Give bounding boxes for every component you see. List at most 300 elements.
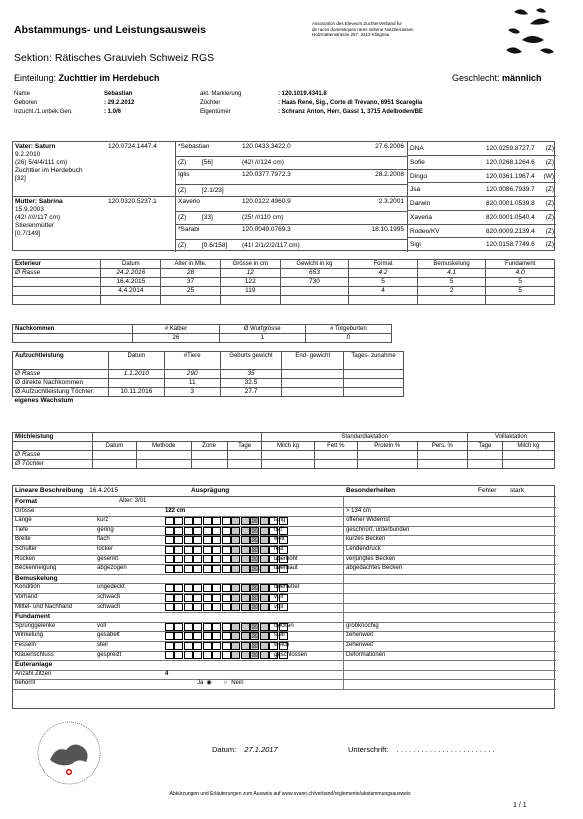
aufzucht-cell <box>282 388 344 397</box>
great-grandparent-code: (Z) <box>545 200 554 207</box>
milch-header: Methode <box>136 442 191 451</box>
inzucht-value: : 1.0/6 <box>104 109 122 115</box>
unterschrift-line: . . . . . . . . . . . . . . . . . . . . . . . . <box>396 745 495 754</box>
exterieur-cell: 28 <box>161 269 221 278</box>
scale-box <box>165 555 174 563</box>
scale-box: ☒ <box>251 623 258 631</box>
lineare-trait-label: Anzahl Zitzen <box>15 670 52 677</box>
milch-header: Datum <box>93 442 137 451</box>
scale-box: ☒ <box>251 633 258 641</box>
lineare-right-label: weich <box>274 642 290 648</box>
vater-status: Zuchttier im Herdebuch <box>15 167 83 174</box>
scale-box <box>260 584 269 592</box>
lineare-left-label: gering <box>97 526 114 533</box>
aufzucht-cell: Ø Rasse <box>13 370 109 379</box>
grandparent-code: (Z) <box>178 186 187 194</box>
scale-box <box>203 623 212 631</box>
grandparent-id: 120.0433.3422.0 <box>242 143 291 150</box>
lineare-right-label: voll <box>274 603 284 610</box>
lineare-scale <box>165 632 288 640</box>
grandparent-cell <box>176 225 408 253</box>
standard-label: Standardlaktation <box>262 433 468 442</box>
great-grandparent-name: Sigi <box>410 241 421 249</box>
scale-box <box>222 642 231 650</box>
scale-box: ☒ <box>251 652 258 660</box>
table-row <box>13 370 404 379</box>
table-row <box>13 460 555 469</box>
lineare-trait-label: Kondition <box>15 584 41 591</box>
lineare-besonderheit: offener Widerrist <box>346 517 390 524</box>
milch-header: Protein % <box>357 442 417 451</box>
scale-box <box>222 584 231 592</box>
scale-box <box>260 536 269 544</box>
lineare-left-label: schwach <box>97 603 121 610</box>
geboren-label: Geboren <box>14 100 38 106</box>
voll-label: Volllaktation <box>467 433 554 442</box>
scale-box <box>222 546 231 554</box>
lineare-right-label: voll <box>274 594 284 600</box>
scale-box <box>193 603 202 611</box>
lineare-trait-label: Fesseln <box>15 642 37 648</box>
table-row <box>13 278 555 287</box>
grandparent-id: 120.0122.4960.9 <box>242 198 291 205</box>
mutter-id: 120.0320.5237.1 <box>108 198 157 205</box>
eigentuemer-value: : Schranz Anton, Herr, Gassl 1, 3715 Adelboden/BE <box>278 109 423 115</box>
lineare-left-label: locker <box>97 546 114 552</box>
scale-box <box>184 536 193 544</box>
scale-box <box>165 642 174 650</box>
lineare-group-title: Format <box>15 498 38 505</box>
lineare-group-title: Bemuskelung <box>15 574 58 582</box>
behornt-choice <box>197 679 244 689</box>
pedigree <box>12 141 555 251</box>
grandparent-id: 120.0049.0769.3 <box>242 225 291 233</box>
scale-box <box>203 651 212 659</box>
exterieur-cell: 12 <box>220 269 280 278</box>
stark-label: stark <box>510 487 525 494</box>
scale-box <box>212 546 221 554</box>
exterieur-cell <box>280 287 349 296</box>
scale-box: ☒ <box>251 566 258 573</box>
scale-box <box>241 594 250 602</box>
nachkommen-cell: 0 <box>305 334 391 343</box>
grandparent-index: [0.6/158] <box>202 241 228 249</box>
nein-radio[interactable]: ○ <box>223 680 228 687</box>
grandparent-cell <box>176 197 408 225</box>
scale-box <box>193 555 202 563</box>
scale-box <box>193 632 202 640</box>
scale-box <box>184 517 193 525</box>
geschlecht-label: Geschlecht: <box>452 73 500 83</box>
lineare-value: 122 cm <box>165 507 186 514</box>
table-row <box>13 451 555 460</box>
scale-box <box>174 546 183 554</box>
exterieur-cell: 5 <box>486 278 555 287</box>
ja-radio[interactable]: ◉ <box>206 680 212 687</box>
scale-box <box>184 642 193 650</box>
grandparent-score: (25! ///110 cm) <box>242 214 284 221</box>
scale-box <box>222 527 231 535</box>
great-grandparent-cell <box>408 156 556 170</box>
lineare-besonderheit: Lendendruck <box>346 546 381 552</box>
milch-header: Tage <box>467 442 502 451</box>
exterieur-header: Format <box>349 260 418 269</box>
scale-box <box>165 594 174 602</box>
scale-box <box>165 584 174 592</box>
scale-box <box>174 623 183 631</box>
great-grandparent-cell <box>408 170 556 184</box>
scale-box <box>203 555 212 563</box>
nachkommen-header: Ø Wurfgrösse <box>219 325 305 334</box>
scale-box <box>165 623 174 631</box>
scale-box <box>241 565 250 573</box>
section-title: Sektion: Rätisches Grauvieh Schweiz RGS <box>14 52 215 64</box>
great-grandparent-code: (Z) <box>545 158 554 166</box>
lineare-right-label: steil <box>274 632 285 639</box>
mutter-date: 15.9.2003 <box>15 206 44 213</box>
aufzucht-cell: 11 <box>164 379 220 388</box>
scale-box <box>260 651 269 659</box>
aufzucht-cell <box>344 370 404 379</box>
exterieur-header: Fundament <box>486 260 555 269</box>
lineare-scale <box>165 603 288 611</box>
grandparent-name: Iglis <box>178 170 190 178</box>
scale-box <box>241 517 250 525</box>
lineare-besonderheit: zehenweit <box>346 642 374 648</box>
scale-box <box>203 632 212 640</box>
association-address <box>312 21 414 38</box>
lineare-scale <box>165 555 288 563</box>
grandparent-date: 28.2.2008 <box>375 170 404 178</box>
scale-box <box>260 517 269 525</box>
lineare-besonderheit: zehenweit <box>346 632 374 639</box>
scale-box <box>212 632 221 640</box>
grandparent-index: [56] <box>202 159 213 166</box>
markierung-label: akt. Markierung <box>200 91 242 97</box>
besonderheiten-label: Besonderheiten <box>346 487 396 494</box>
exterieur-cell: 4.0 <box>486 269 555 278</box>
scale-box <box>165 632 174 640</box>
lineare-besonderheit: kurzes Becken <box>346 536 386 543</box>
aufzucht-cell: Ø direkte Nachkommen <box>13 379 109 388</box>
great-grandparent-id: 120.0259.8727.7 <box>486 145 535 152</box>
exterieur-table <box>12 259 555 305</box>
scale-box <box>174 565 183 573</box>
aufzucht-cell: Ø Aufzuchtleistung Töchter <box>13 388 109 397</box>
exterieur-cell: 4.2 <box>349 269 418 278</box>
lineare-left-label: flach <box>97 536 110 543</box>
lineare-trait-label: Sprunggelenke <box>15 622 56 629</box>
lineare-besonderheit: verjüngtes Becken <box>346 555 396 562</box>
scale-box <box>184 555 193 563</box>
grandparent-code: (Z) <box>178 214 187 221</box>
scale-box <box>193 642 202 650</box>
great-grandparent-cell <box>408 238 556 252</box>
milch-header: Tage <box>227 442 262 451</box>
lineare-trait-label: Beckenneigung <box>15 565 57 572</box>
assoc-line-2: de races domestiques rares seltene Nutztierrassen <box>312 26 414 32</box>
lineare-right-label: geschlossen <box>274 651 308 658</box>
scale-box <box>260 527 269 535</box>
lineare-trait-label: behornt <box>15 680 36 687</box>
eigentuemer-label: Eigentümer <box>200 109 231 115</box>
lineare-scale <box>165 536 288 544</box>
vater-id: 120.0724.1447.4 <box>108 143 157 150</box>
datum-label: Datum: <box>212 745 237 754</box>
exterieur-cell: 4.1 <box>417 269 486 278</box>
grandparent-cell <box>176 170 408 198</box>
geschlecht-value: männlich <box>502 73 542 83</box>
scale-box <box>241 642 250 650</box>
scale-box <box>203 536 212 544</box>
scale-box: ☒ <box>251 604 258 612</box>
exterieur-cell: 119 <box>220 287 280 296</box>
grandparent-index: [33] <box>202 214 213 221</box>
great-grandparent-id: 120.0086.7939.7 <box>486 186 535 194</box>
scale-box <box>231 642 240 650</box>
exterieur-cell: Ø Rasse <box>13 269 101 278</box>
nachkommen-cell: 1 <box>219 334 305 343</box>
nachkommen-header: # Kälber <box>133 325 219 334</box>
scale-box <box>222 623 231 631</box>
info-block <box>14 90 554 126</box>
scale-box: ☒ <box>251 585 258 593</box>
aufzucht-cell: 27.7 <box>220 388 282 397</box>
lineare-left-label: kurz <box>97 517 109 524</box>
lineare-trait-label: Tiefe <box>15 526 29 533</box>
aufzucht-cell <box>344 379 404 388</box>
scale-box <box>231 603 240 611</box>
exterieur-header: Datum <box>101 260 161 269</box>
exterieur-header: Bemuskelung <box>417 260 486 269</box>
scale-box <box>212 594 221 602</box>
scale-box <box>184 603 193 611</box>
inzucht-label: Inzucht./1.unbek.Gen. <box>14 109 73 115</box>
scale-box: ☒ <box>251 556 258 564</box>
milch-header: Zone <box>191 442 227 451</box>
lineare-trait-label: Rücken <box>15 555 36 562</box>
aufzucht-header: Geburts gewicht <box>220 352 282 370</box>
scale-box <box>212 642 221 650</box>
exterieur-cell <box>13 278 101 287</box>
exterieur-cell: 5 <box>349 278 418 287</box>
lineare-scale <box>165 527 288 535</box>
lineare-trait-label: Winkelung <box>15 632 44 639</box>
scale-box: ☒ <box>251 537 258 545</box>
datum-value: 27.1.2017 <box>244 745 278 754</box>
great-grandparent-cell <box>408 197 556 211</box>
fehler-label: Fehler <box>478 487 497 494</box>
geboren-value: : 29.2.2012 <box>104 100 135 106</box>
scale-box: ☒ <box>251 594 258 602</box>
scale-box <box>184 651 193 659</box>
milch-row-label: Ø Töchter <box>13 460 93 469</box>
exterieur-header: Alter in Mte. <box>161 260 221 269</box>
grandparent-name: Xaverio <box>178 198 201 205</box>
scale-box: ☒ <box>251 527 258 535</box>
scale-box <box>231 594 240 602</box>
page-number: 1 / 1 <box>513 802 527 809</box>
grandparent-name: *Sebastian <box>178 143 210 150</box>
lineare-left-label: abgezogen <box>97 565 127 572</box>
exterieur-header: Exterieur <box>13 260 101 269</box>
aufzucht-header: Datum <box>108 352 164 370</box>
scale-box <box>241 584 250 592</box>
lineare-group-title: Fundament <box>15 613 51 621</box>
scale-box <box>184 546 193 554</box>
scale-box <box>184 594 193 602</box>
nachkommen-cell: 26 <box>133 334 219 343</box>
great-grandparent-cell <box>408 183 556 197</box>
scale-box <box>203 642 212 650</box>
great-grandparent-name: Dingo <box>410 172 427 180</box>
scale-box <box>212 517 221 525</box>
scale-box <box>231 584 240 592</box>
exterieur-header: Gewicht in kg <box>280 260 349 269</box>
nachkommen-header: # Totgeburten <box>305 325 391 334</box>
lineare-date: 16.4.2015 <box>89 487 119 494</box>
grandparent-score: (41! 2/1/2/2/117 cm) <box>242 241 300 249</box>
aufzucht-cell: 290 <box>164 370 220 379</box>
aufzucht-cell: 10.11.2016 <box>108 388 164 397</box>
milch-header: Milch kg <box>262 442 314 451</box>
lineare-scale <box>165 642 288 650</box>
lineare-trait-label: Breite <box>15 536 31 543</box>
scale-box <box>260 603 269 611</box>
lineare-right-label: überfettet <box>274 584 300 591</box>
great-grandparent-id: 820.0001.0540.4 <box>486 213 535 221</box>
lineare-section <box>12 485 555 709</box>
lineare-scale <box>165 565 288 573</box>
lineare-right-label: überhöht <box>274 555 298 562</box>
lineare-trait-label: Grösse <box>15 507 35 514</box>
scale-box <box>260 623 269 631</box>
mutter-status: Stierenmütter <box>15 222 55 229</box>
aufzucht-header: End- gewicht <box>282 352 344 370</box>
great-grandparent-id: 820.0009.2139.4 <box>486 227 535 235</box>
lineare-besonderheit: grobknochig <box>346 622 379 629</box>
grandparent-score: (42! ///124 cm) <box>242 159 284 166</box>
milch-row-label: Ø Rasse <box>13 451 93 460</box>
lineare-trait-label: Klauenschluss <box>15 651 54 658</box>
scale-box <box>231 517 240 525</box>
vater-index: [32] <box>15 175 26 182</box>
scale-box <box>174 527 183 535</box>
scale-box <box>165 517 174 525</box>
great-grandparent-name: Xaveria <box>410 213 433 221</box>
footer-link[interactable]: Abkürzungen und Erläuterungen zum Ausweis auf www.svann.ch/verband/reglemente/abstammungsausweis <box>169 791 411 797</box>
great-grandparent-name: DNA <box>410 145 424 152</box>
scale-box <box>241 603 250 611</box>
lineare-trait-label: Vorhand <box>15 594 38 600</box>
scale-box <box>203 603 212 611</box>
scale-box <box>260 642 269 650</box>
scale-box <box>212 527 221 535</box>
scale-box <box>231 536 240 544</box>
aufzucht-cell: 35 <box>220 370 282 379</box>
vater-date: 9.2.2010 <box>15 151 41 158</box>
scale-box <box>212 603 221 611</box>
ja-label: Ja <box>197 680 204 687</box>
scale-box <box>165 603 174 611</box>
lineare-scale <box>165 651 288 659</box>
markierung-value: : 120.1019.4341.8 <box>278 91 327 97</box>
great-grandparent-id: 120.0268.1264.6 <box>486 158 535 166</box>
aufzucht-header: Aufzuchtleistung <box>13 352 109 370</box>
lineare-trait-label: Mittel- und Nachhand <box>15 603 73 610</box>
table-row <box>13 269 555 278</box>
table-row <box>13 287 555 296</box>
lineare-besonderheit: geschnürt, unterbunden <box>346 526 410 533</box>
scale-box <box>193 623 202 631</box>
unterschrift-label: Unterschrift: <box>348 745 389 754</box>
scale-box <box>174 632 183 640</box>
great-grandparent-code: (Z) <box>545 145 554 152</box>
lineare-right-label: lang <box>274 517 286 524</box>
aufzucht-cell: 3 <box>164 388 220 397</box>
scale-box <box>241 527 250 535</box>
scale-box <box>165 651 174 659</box>
exterieur-cell: 5 <box>486 287 555 296</box>
scale-box <box>260 546 269 554</box>
exterieur-cell: 730 <box>280 278 349 287</box>
table-row <box>13 379 404 388</box>
lineare-besonderheit: Deformationen <box>346 651 386 658</box>
exterieur-cell: 37 <box>161 278 221 287</box>
exterieur-cell: 16.4.2015 <box>101 278 161 287</box>
milch-table <box>12 432 555 469</box>
scale-box <box>222 651 231 659</box>
great-grandparent-code: (Z) <box>545 227 554 235</box>
vater-name: Vater: Saturn <box>15 143 56 150</box>
scale-box <box>241 546 250 554</box>
scale-box <box>260 555 269 563</box>
scale-box <box>203 565 212 573</box>
scale-box <box>193 584 202 592</box>
lineare-scale <box>165 594 288 602</box>
milch-title: Milchleistung <box>13 433 93 442</box>
name-value: Sebastian <box>104 91 133 97</box>
lineare-group-title: Euteranlage <box>15 661 53 669</box>
scale-box <box>193 594 202 602</box>
great-grandparent-name: Jsa <box>410 186 421 194</box>
scale-box <box>222 603 231 611</box>
scale-box <box>212 651 221 659</box>
scale-box <box>231 546 240 554</box>
lineare-right-label: überbaut <box>274 565 298 572</box>
exterieur-cell: 5 <box>417 278 486 287</box>
lineare-value: 4 <box>165 670 169 677</box>
scale-box <box>203 517 212 525</box>
logo-icon <box>500 4 560 60</box>
grandparent-id: 120.0377.7972.3 <box>242 170 291 178</box>
lineare-scale <box>165 517 288 525</box>
einteilung-value: Zuchttier im Herdebuch <box>58 73 160 83</box>
scale-box <box>203 546 212 554</box>
scale-box <box>184 623 193 631</box>
scale-box <box>241 623 250 631</box>
scale-box <box>174 555 183 563</box>
lineare-left-label: ungedeckt <box>97 584 125 591</box>
aufzucht-cell <box>282 370 344 379</box>
scale-box <box>231 651 240 659</box>
lineare-scale <box>165 623 288 631</box>
scale-box <box>174 517 183 525</box>
zuechter-value: : Haas René, Sig., Corte di Trevano, 6951 Scareglia <box>278 100 423 106</box>
aufzucht-header: #Tiere <box>164 352 220 370</box>
scale-box <box>174 642 183 650</box>
scale-box <box>231 632 240 640</box>
